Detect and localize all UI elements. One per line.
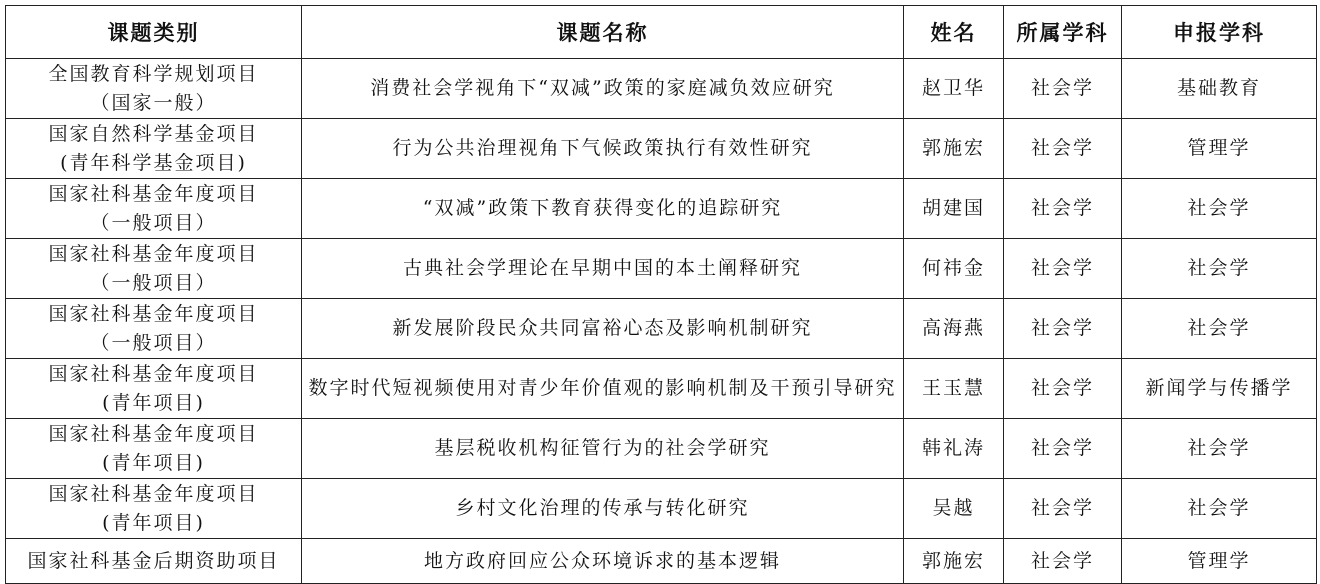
cell-affiliated: 社会学: [1004, 359, 1122, 419]
category-subline: (青年科学基金项目): [60, 151, 247, 174]
category-line: 国家社科基金年度项目: [48, 302, 259, 325]
cell-affiliated: 社会学: [1004, 59, 1122, 119]
cell-name: 赵卫华: [904, 59, 1004, 119]
cell-category: [6, 119, 302, 179]
cell-name: 郭施宏: [904, 119, 1004, 179]
cell-declared: 管理学: [1122, 539, 1317, 584]
cell-category: [6, 419, 302, 479]
cell-name: 韩礼涛: [904, 419, 1004, 479]
category-subline: (青年项目): [102, 391, 205, 414]
header-declared-discipline: 申报学科: [1122, 6, 1317, 59]
table-row: [6, 359, 1317, 419]
table-row: [6, 59, 1317, 119]
cell-name: 高海燕: [904, 299, 1004, 359]
cell-declared: 社会学: [1122, 239, 1317, 299]
table-row: [6, 419, 1317, 479]
header-affiliated-discipline: 所属学科: [1004, 6, 1122, 59]
category-subline: （一般项目）: [90, 271, 217, 294]
cell-title: 基层税收机构征管行为的社会学研究: [302, 419, 904, 479]
category-subline: (青年项目): [102, 451, 205, 474]
cell-name: 胡建国: [904, 179, 1004, 239]
cell-name: 郭施宏: [904, 539, 1004, 584]
cell-title: “双减”政策下教育获得变化的追踪研究: [302, 179, 904, 239]
cell-category: [6, 359, 302, 419]
cell-declared: 管理学: [1122, 119, 1317, 179]
cell-category: [6, 179, 302, 239]
cell-title: 消费社会学视角下“双减”政策的家庭减负效应研究: [302, 59, 904, 119]
cell-affiliated: 社会学: [1004, 299, 1122, 359]
cell-declared: 社会学: [1122, 479, 1317, 539]
cell-declared: 社会学: [1122, 179, 1317, 239]
cell-name: 王玉慧: [904, 359, 1004, 419]
cell-affiliated: 社会学: [1004, 239, 1122, 299]
table-row: [6, 239, 1317, 299]
cell-title: 乡村文化治理的传承与转化研究: [302, 479, 904, 539]
category-line: 国家社科基金年度项目: [48, 362, 259, 385]
category-line: 国家社科基金年度项目: [48, 482, 259, 505]
cell-affiliated: 社会学: [1004, 119, 1122, 179]
category-line: 全国教育科学规划项目: [48, 62, 259, 85]
cell-affiliated: 社会学: [1004, 539, 1122, 584]
cell-category: [6, 299, 302, 359]
cell-affiliated: 社会学: [1004, 419, 1122, 479]
cell-category: [6, 239, 302, 299]
table-row: [6, 479, 1317, 539]
cell-declared: 社会学: [1122, 419, 1317, 479]
category-line: 国家社科基金年度项目: [48, 182, 259, 205]
category-subline: （国家一般）: [90, 91, 217, 114]
header-row: [6, 6, 1317, 59]
cell-name: 何祎金: [904, 239, 1004, 299]
cell-category: [6, 59, 302, 119]
cell-affiliated: 社会学: [1004, 479, 1122, 539]
cell-title: 新发展阶段民众共同富裕心态及影响机制研究: [302, 299, 904, 359]
cell-declared: 基础教育: [1122, 59, 1317, 119]
cell-affiliated: 社会学: [1004, 179, 1122, 239]
category-line: 国家自然科学基金项目: [48, 122, 259, 145]
header-name: 姓名: [904, 6, 1004, 59]
cell-title: 地方政府回应公众环境诉求的基本逻辑: [302, 539, 904, 584]
category-line: 国家社科基金年度项目: [48, 242, 259, 265]
table-row: [6, 119, 1317, 179]
category-subline: （一般项目）: [90, 331, 217, 354]
category-line: 国家社科基金后期资助项目: [27, 549, 280, 572]
header-title: 课题名称: [302, 6, 904, 59]
cell-category: [6, 539, 302, 584]
cell-name: 吴越: [904, 479, 1004, 539]
cell-title: 数字时代短视频使用对青少年价值观的影响机制及干预引导研究: [302, 359, 904, 419]
table-row: [6, 299, 1317, 359]
cell-title: 行为公共治理视角下气候政策执行有效性研究: [302, 119, 904, 179]
cell-declared: 社会学: [1122, 299, 1317, 359]
cell-title: 古典社会学理论在早期中国的本土阐释研究: [302, 239, 904, 299]
category-subline: (青年项目): [102, 511, 205, 534]
table-row: [6, 179, 1317, 239]
project-table: [5, 5, 1317, 584]
category-line: 国家社科基金年度项目: [48, 422, 259, 445]
table-row: [6, 539, 1317, 584]
header-category: 课题类别: [6, 6, 302, 59]
cell-declared: 新闻学与传播学: [1122, 359, 1317, 419]
category-subline: （一般项目）: [90, 211, 217, 234]
cell-category: [6, 479, 302, 539]
